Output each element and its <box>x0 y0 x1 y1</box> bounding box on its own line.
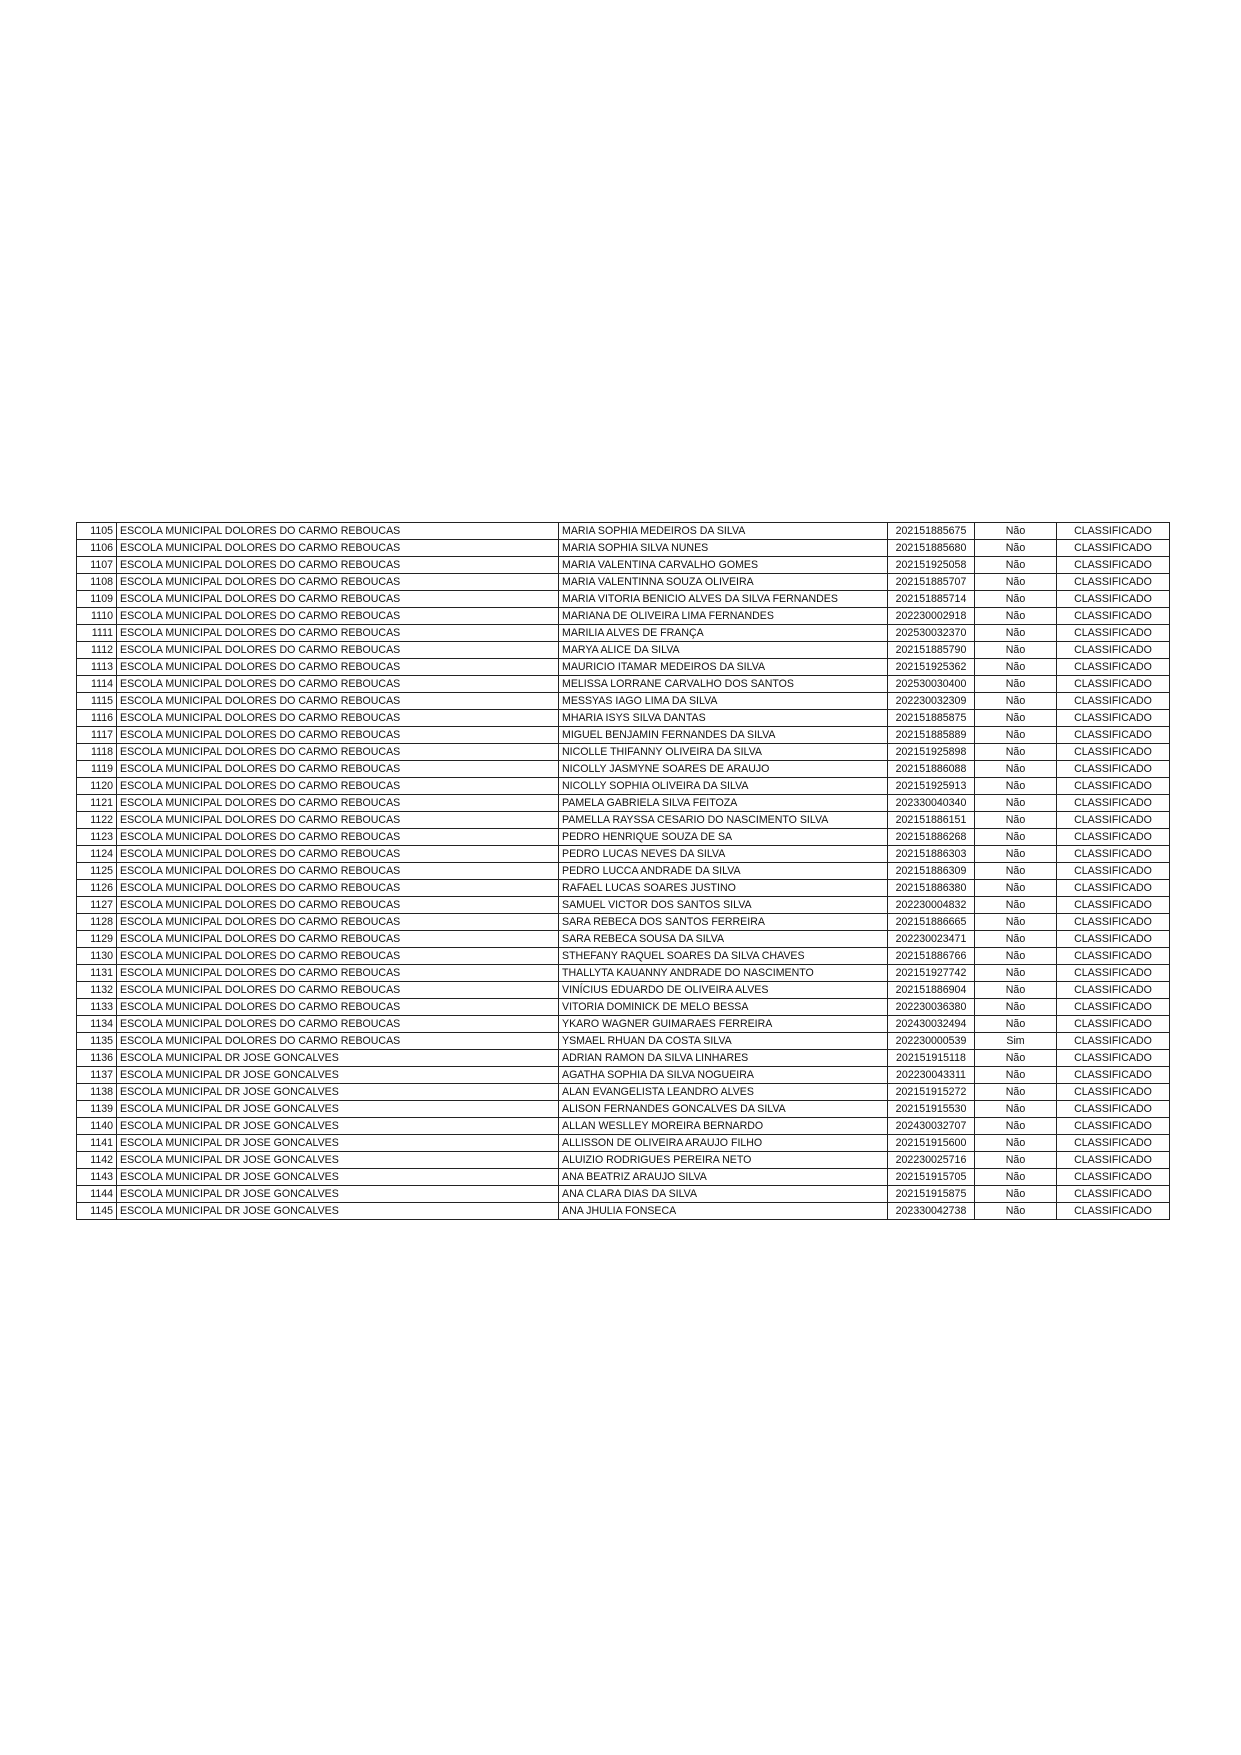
registration-number: 202430032494 <box>888 1016 975 1033</box>
status-value: CLASSIFICADO <box>1057 659 1170 676</box>
student-name: ALUIZIO RODRIGUES PEREIRA NETO <box>559 1152 888 1169</box>
flag-value: Não <box>975 863 1057 880</box>
status-value: CLASSIFICADO <box>1057 557 1170 574</box>
school-name: ESCOLA MUNICIPAL DOLORES DO CARMO REBOUCAS <box>117 812 559 829</box>
student-name: MARIA SOPHIA SILVA NUNES <box>559 540 888 557</box>
school-name: ESCOLA MUNICIPAL DOLORES DO CARMO REBOUCAS <box>117 727 559 744</box>
status-value: CLASSIFICADO <box>1057 1169 1170 1186</box>
school-name: ESCOLA MUNICIPAL DR JOSE GONCALVES <box>117 1169 559 1186</box>
status-value: CLASSIFICADO <box>1057 1067 1170 1084</box>
table-row <box>77 948 1170 965</box>
registration-number: 202151915530 <box>888 1101 975 1118</box>
school-name: ESCOLA MUNICIPAL DOLORES DO CARMO REBOUCAS <box>117 676 559 693</box>
status-value: CLASSIFICADO <box>1057 897 1170 914</box>
school-name: ESCOLA MUNICIPAL DOLORES DO CARMO REBOUCAS <box>117 1033 559 1050</box>
registration-number: 202151915118 <box>888 1050 975 1067</box>
row-number: 1117 <box>77 727 117 744</box>
table-row <box>77 914 1170 931</box>
table-row <box>77 693 1170 710</box>
registration-number: 202151885889 <box>888 727 975 744</box>
table-row <box>77 880 1170 897</box>
school-name: ESCOLA MUNICIPAL DOLORES DO CARMO REBOUCAS <box>117 761 559 778</box>
row-number: 1142 <box>77 1152 117 1169</box>
school-name: ESCOLA MUNICIPAL DOLORES DO CARMO REBOUCAS <box>117 965 559 982</box>
table-row <box>77 1169 1170 1186</box>
status-value: CLASSIFICADO <box>1057 999 1170 1016</box>
flag-value: Não <box>975 829 1057 846</box>
table-row <box>77 931 1170 948</box>
flag-value: Não <box>975 914 1057 931</box>
school-name: ESCOLA MUNICIPAL DR JOSE GONCALVES <box>117 1152 559 1169</box>
flag-value: Não <box>975 1016 1057 1033</box>
school-name: ESCOLA MUNICIPAL DOLORES DO CARMO REBOUCAS <box>117 574 559 591</box>
table-row <box>77 659 1170 676</box>
row-number: 1134 <box>77 1016 117 1033</box>
status-value: CLASSIFICADO <box>1057 778 1170 795</box>
student-name: MIGUEL BENJAMIN FERNANDES DA SILVA <box>559 727 888 744</box>
row-number: 1131 <box>77 965 117 982</box>
flag-value: Não <box>975 1067 1057 1084</box>
student-name: MARYA ALICE DA SILVA <box>559 642 888 659</box>
student-name: SAMUEL VICTOR DOS SANTOS SILVA <box>559 897 888 914</box>
table-row <box>77 1118 1170 1135</box>
flag-value: Sim <box>975 1033 1057 1050</box>
flag-value: Não <box>975 625 1057 642</box>
registration-number: 202230023471 <box>888 931 975 948</box>
school-name: ESCOLA MUNICIPAL DOLORES DO CARMO REBOUCAS <box>117 829 559 846</box>
school-name: ESCOLA MUNICIPAL DOLORES DO CARMO REBOUCAS <box>117 591 559 608</box>
flag-value: Não <box>975 710 1057 727</box>
student-name: MARIA VALENTINA CARVALHO GOMES <box>559 557 888 574</box>
registration-number: 202151886151 <box>888 812 975 829</box>
row-number: 1144 <box>77 1186 117 1203</box>
registration-number: 202151886088 <box>888 761 975 778</box>
row-number: 1124 <box>77 846 117 863</box>
flag-value: Não <box>975 1135 1057 1152</box>
student-name: MARIA VITORIA BENICIO ALVES DA SILVA FERNANDES <box>559 591 888 608</box>
student-name: ALLAN WESLLEY MOREIRA BERNARDO <box>559 1118 888 1135</box>
row-number: 1127 <box>77 897 117 914</box>
registration-number: 202230002918 <box>888 608 975 625</box>
row-number: 1115 <box>77 693 117 710</box>
student-name: PAMELLA RAYSSA CESARIO DO NASCIMENTO SILVA <box>559 812 888 829</box>
school-name: ESCOLA MUNICIPAL DOLORES DO CARMO REBOUCAS <box>117 999 559 1016</box>
table-row <box>77 523 1170 540</box>
school-name: ESCOLA MUNICIPAL DOLORES DO CARMO REBOUCAS <box>117 744 559 761</box>
school-name: ESCOLA MUNICIPAL DOLORES DO CARMO REBOUCAS <box>117 608 559 625</box>
registration-number: 202151915600 <box>888 1135 975 1152</box>
school-name: ESCOLA MUNICIPAL DOLORES DO CARMO REBOUCAS <box>117 710 559 727</box>
flag-value: Não <box>975 1101 1057 1118</box>
table-row <box>77 710 1170 727</box>
table-row <box>77 1135 1170 1152</box>
registration-number: 202151886766 <box>888 948 975 965</box>
row-number: 1108 <box>77 574 117 591</box>
status-value: CLASSIFICADO <box>1057 1186 1170 1203</box>
row-number: 1138 <box>77 1084 117 1101</box>
registration-number: 202151925058 <box>888 557 975 574</box>
table-row <box>77 744 1170 761</box>
school-name: ESCOLA MUNICIPAL DOLORES DO CARMO REBOUCAS <box>117 897 559 914</box>
table-row <box>77 1067 1170 1084</box>
school-name: ESCOLA MUNICIPAL DR JOSE GONCALVES <box>117 1186 559 1203</box>
flag-value: Não <box>975 1203 1057 1220</box>
row-number: 1121 <box>77 795 117 812</box>
table-row <box>77 591 1170 608</box>
row-number: 1119 <box>77 761 117 778</box>
flag-value: Não <box>975 931 1057 948</box>
student-name: YKARO WAGNER GUIMARAES FERREIRA <box>559 1016 888 1033</box>
flag-value: Não <box>975 1050 1057 1067</box>
status-value: CLASSIFICADO <box>1057 642 1170 659</box>
flag-value: Não <box>975 1118 1057 1135</box>
table-row <box>77 999 1170 1016</box>
table-row <box>77 642 1170 659</box>
student-name: RAFAEL LUCAS SOARES JUSTINO <box>559 880 888 897</box>
status-value: CLASSIFICADO <box>1057 880 1170 897</box>
flag-value: Não <box>975 948 1057 965</box>
status-value: CLASSIFICADO <box>1057 948 1170 965</box>
registration-number: 202151886309 <box>888 863 975 880</box>
registration-number: 202530030400 <box>888 676 975 693</box>
table-row <box>77 1203 1170 1220</box>
table-row <box>77 1050 1170 1067</box>
student-name: SARA REBECA SOUSA DA SILVA <box>559 931 888 948</box>
table-row <box>77 1084 1170 1101</box>
status-value: CLASSIFICADO <box>1057 1152 1170 1169</box>
status-value: CLASSIFICADO <box>1057 676 1170 693</box>
student-name: AGATHA SOPHIA DA SILVA NOGUEIRA <box>559 1067 888 1084</box>
results-table-body <box>77 523 1170 1220</box>
student-name: MARIA SOPHIA MEDEIROS DA SILVA <box>559 523 888 540</box>
table-row <box>77 1152 1170 1169</box>
student-name: VITORIA DOMINICK DE MELO BESSA <box>559 999 888 1016</box>
flag-value: Não <box>975 1169 1057 1186</box>
status-value: CLASSIFICADO <box>1057 727 1170 744</box>
status-value: CLASSIFICADO <box>1057 523 1170 540</box>
flag-value: Não <box>975 778 1057 795</box>
row-number: 1129 <box>77 931 117 948</box>
school-name: ESCOLA MUNICIPAL DOLORES DO CARMO REBOUCAS <box>117 846 559 863</box>
status-value: CLASSIFICADO <box>1057 965 1170 982</box>
row-number: 1141 <box>77 1135 117 1152</box>
student-name: PAMELA GABRIELA SILVA FEITOZA <box>559 795 888 812</box>
school-name: ESCOLA MUNICIPAL DR JOSE GONCALVES <box>117 1203 559 1220</box>
results-table <box>76 522 1170 1220</box>
school-name: ESCOLA MUNICIPAL DOLORES DO CARMO REBOUCAS <box>117 1016 559 1033</box>
student-name: MARIA VALENTINNA SOUZA OLIVEIRA <box>559 574 888 591</box>
row-number: 1105 <box>77 523 117 540</box>
registration-number: 202230036380 <box>888 999 975 1016</box>
flag-value: Não <box>975 591 1057 608</box>
table-row <box>77 574 1170 591</box>
student-name: YSMAEL RHUAN DA COSTA SILVA <box>559 1033 888 1050</box>
registration-number: 202330040340 <box>888 795 975 812</box>
table-row <box>77 965 1170 982</box>
student-name: ANA BEATRIZ ARAUJO SILVA <box>559 1169 888 1186</box>
row-number: 1120 <box>77 778 117 795</box>
table-row <box>77 846 1170 863</box>
registration-number: 202230025716 <box>888 1152 975 1169</box>
status-value: CLASSIFICADO <box>1057 812 1170 829</box>
row-number: 1140 <box>77 1118 117 1135</box>
row-number: 1135 <box>77 1033 117 1050</box>
table-row <box>77 1016 1170 1033</box>
table-row <box>77 829 1170 846</box>
flag-value: Não <box>975 642 1057 659</box>
row-number: 1116 <box>77 710 117 727</box>
registration-number: 202151925362 <box>888 659 975 676</box>
school-name: ESCOLA MUNICIPAL DOLORES DO CARMO REBOUCAS <box>117 931 559 948</box>
school-name: ESCOLA MUNICIPAL DOLORES DO CARMO REBOUCAS <box>117 642 559 659</box>
table-row <box>77 897 1170 914</box>
registration-number: 202151886665 <box>888 914 975 931</box>
table-row <box>77 795 1170 812</box>
flag-value: Não <box>975 659 1057 676</box>
status-value: CLASSIFICADO <box>1057 1016 1170 1033</box>
table-row <box>77 540 1170 557</box>
school-name: ESCOLA MUNICIPAL DOLORES DO CARMO REBOUCAS <box>117 659 559 676</box>
student-name: MELISSA LORRANE CARVALHO DOS SANTOS <box>559 676 888 693</box>
row-number: 1130 <box>77 948 117 965</box>
row-number: 1107 <box>77 557 117 574</box>
school-name: ESCOLA MUNICIPAL DOLORES DO CARMO REBOUCAS <box>117 557 559 574</box>
school-name: ESCOLA MUNICIPAL DOLORES DO CARMO REBOUCAS <box>117 523 559 540</box>
school-name: ESCOLA MUNICIPAL DOLORES DO CARMO REBOUCAS <box>117 540 559 557</box>
registration-number: 202151885790 <box>888 642 975 659</box>
registration-number: 202151885707 <box>888 574 975 591</box>
school-name: ESCOLA MUNICIPAL DR JOSE GONCALVES <box>117 1135 559 1152</box>
row-number: 1122 <box>77 812 117 829</box>
flag-value: Não <box>975 846 1057 863</box>
student-name: PEDRO LUCAS NEVES DA SILVA <box>559 846 888 863</box>
flag-value: Não <box>975 693 1057 710</box>
flag-value: Não <box>975 523 1057 540</box>
student-name: ANA CLARA DIAS DA SILVA <box>559 1186 888 1203</box>
student-name: MARILIA ALVES DE FRANÇA <box>559 625 888 642</box>
status-value: CLASSIFICADO <box>1057 761 1170 778</box>
row-number: 1113 <box>77 659 117 676</box>
school-name: ESCOLA MUNICIPAL DOLORES DO CARMO REBOUCAS <box>117 948 559 965</box>
student-name: THALLYTA KAUANNY ANDRADE DO NASCIMENTO <box>559 965 888 982</box>
registration-number: 202330042738 <box>888 1203 975 1220</box>
flag-value: Não <box>975 727 1057 744</box>
registration-number: 202151885875 <box>888 710 975 727</box>
student-name: NICOLLY SOPHIA OLIVEIRA DA SILVA <box>559 778 888 795</box>
status-value: CLASSIFICADO <box>1057 574 1170 591</box>
registration-number: 202151885680 <box>888 540 975 557</box>
row-number: 1109 <box>77 591 117 608</box>
student-name: MAURICIO ITAMAR MEDEIROS DA SILVA <box>559 659 888 676</box>
registration-number: 202430032707 <box>888 1118 975 1135</box>
student-name: ALAN EVANGELISTA LEANDRO ALVES <box>559 1084 888 1101</box>
row-number: 1111 <box>77 625 117 642</box>
table-row <box>77 761 1170 778</box>
status-value: CLASSIFICADO <box>1057 1135 1170 1152</box>
table-row <box>77 1101 1170 1118</box>
row-number: 1133 <box>77 999 117 1016</box>
flag-value: Não <box>975 795 1057 812</box>
school-name: ESCOLA MUNICIPAL DR JOSE GONCALVES <box>117 1101 559 1118</box>
row-number: 1106 <box>77 540 117 557</box>
school-name: ESCOLA MUNICIPAL DOLORES DO CARMO REBOUCAS <box>117 795 559 812</box>
status-value: CLASSIFICADO <box>1057 1101 1170 1118</box>
status-value: CLASSIFICADO <box>1057 1050 1170 1067</box>
status-value: CLASSIFICADO <box>1057 829 1170 846</box>
row-number: 1112 <box>77 642 117 659</box>
registration-number: 202230000539 <box>888 1033 975 1050</box>
school-name: ESCOLA MUNICIPAL DOLORES DO CARMO REBOUCAS <box>117 982 559 999</box>
row-number: 1128 <box>77 914 117 931</box>
flag-value: Não <box>975 965 1057 982</box>
status-value: CLASSIFICADO <box>1057 608 1170 625</box>
flag-value: Não <box>975 557 1057 574</box>
registration-number: 202151925898 <box>888 744 975 761</box>
student-name: VINÍCIUS EDUARDO DE OLIVEIRA ALVES <box>559 982 888 999</box>
table-row <box>77 676 1170 693</box>
flag-value: Não <box>975 744 1057 761</box>
student-name: MARIANA DE OLIVEIRA LIMA FERNANDES <box>559 608 888 625</box>
student-name: NICOLLE THIFANNY OLIVEIRA DA SILVA <box>559 744 888 761</box>
table-row <box>77 727 1170 744</box>
row-number: 1126 <box>77 880 117 897</box>
table-row <box>77 1033 1170 1050</box>
row-number: 1137 <box>77 1067 117 1084</box>
flag-value: Não <box>975 574 1057 591</box>
table-row <box>77 625 1170 642</box>
student-name: ALISON FERNANDES GONCALVES DA SILVA <box>559 1101 888 1118</box>
student-name: PEDRO HENRIQUE SOUZA DE SA <box>559 829 888 846</box>
school-name: ESCOLA MUNICIPAL DOLORES DO CARMO REBOUCAS <box>117 625 559 642</box>
registration-number: 202151925913 <box>888 778 975 795</box>
status-value: CLASSIFICADO <box>1057 846 1170 863</box>
student-name: PEDRO LUCCA ANDRADE DA SILVA <box>559 863 888 880</box>
status-value: CLASSIFICADO <box>1057 931 1170 948</box>
row-number: 1123 <box>77 829 117 846</box>
student-name: ADRIAN RAMON DA SILVA LINHARES <box>559 1050 888 1067</box>
flag-value: Não <box>975 608 1057 625</box>
status-value: CLASSIFICADO <box>1057 1033 1170 1050</box>
student-name: ANA JHULIA FONSECA <box>559 1203 888 1220</box>
row-number: 1118 <box>77 744 117 761</box>
student-name: ALLISSON DE OLIVEIRA ARAUJO FILHO <box>559 1135 888 1152</box>
flag-value: Não <box>975 1152 1057 1169</box>
registration-number: 202530032370 <box>888 625 975 642</box>
school-name: ESCOLA MUNICIPAL DOLORES DO CARMO REBOUCAS <box>117 914 559 931</box>
flag-value: Não <box>975 897 1057 914</box>
student-name: SARA REBECA DOS SANTOS FERREIRA <box>559 914 888 931</box>
row-number: 1132 <box>77 982 117 999</box>
status-value: CLASSIFICADO <box>1057 540 1170 557</box>
school-name: ESCOLA MUNICIPAL DR JOSE GONCALVES <box>117 1050 559 1067</box>
table-row <box>77 557 1170 574</box>
student-name: STHEFANY RAQUEL SOARES DA SILVA CHAVES <box>559 948 888 965</box>
school-name: ESCOLA MUNICIPAL DOLORES DO CARMO REBOUCAS <box>117 863 559 880</box>
flag-value: Não <box>975 880 1057 897</box>
row-number: 1145 <box>77 1203 117 1220</box>
school-name: ESCOLA MUNICIPAL DR JOSE GONCALVES <box>117 1118 559 1135</box>
registration-number: 202151886380 <box>888 880 975 897</box>
flag-value: Não <box>975 812 1057 829</box>
student-name: MHARIA ISYS SILVA DANTAS <box>559 710 888 727</box>
table-row <box>77 778 1170 795</box>
registration-number: 202151915272 <box>888 1084 975 1101</box>
registration-number: 202151886303 <box>888 846 975 863</box>
registration-number: 202151886904 <box>888 982 975 999</box>
registration-number: 202151915875 <box>888 1186 975 1203</box>
row-number: 1143 <box>77 1169 117 1186</box>
flag-value: Não <box>975 676 1057 693</box>
table-row <box>77 1186 1170 1203</box>
status-value: CLASSIFICADO <box>1057 625 1170 642</box>
flag-value: Não <box>975 761 1057 778</box>
row-number: 1110 <box>77 608 117 625</box>
status-value: CLASSIFICADO <box>1057 591 1170 608</box>
status-value: CLASSIFICADO <box>1057 744 1170 761</box>
table-row <box>77 608 1170 625</box>
registration-number: 202151915705 <box>888 1169 975 1186</box>
registration-number: 202151885714 <box>888 591 975 608</box>
school-name: ESCOLA MUNICIPAL DR JOSE GONCALVES <box>117 1084 559 1101</box>
registration-number: 202151927742 <box>888 965 975 982</box>
table-row <box>77 863 1170 880</box>
registration-number: 202151885675 <box>888 523 975 540</box>
table-row <box>77 982 1170 999</box>
student-name: NICOLLY JASMYNE SOARES DE ARAUJO <box>559 761 888 778</box>
status-value: CLASSIFICADO <box>1057 710 1170 727</box>
row-number: 1125 <box>77 863 117 880</box>
status-value: CLASSIFICADO <box>1057 863 1170 880</box>
status-value: CLASSIFICADO <box>1057 795 1170 812</box>
registration-number: 202230032309 <box>888 693 975 710</box>
registration-number: 202230004832 <box>888 897 975 914</box>
registration-number: 202151886268 <box>888 829 975 846</box>
school-name: ESCOLA MUNICIPAL DOLORES DO CARMO REBOUCAS <box>117 693 559 710</box>
student-name: MESSYAS IAGO LIMA DA SILVA <box>559 693 888 710</box>
flag-value: Não <box>975 1084 1057 1101</box>
flag-value: Não <box>975 982 1057 999</box>
row-number: 1139 <box>77 1101 117 1118</box>
table-row <box>77 812 1170 829</box>
registration-number: 202230043311 <box>888 1067 975 1084</box>
flag-value: Não <box>975 999 1057 1016</box>
school-name: ESCOLA MUNICIPAL DOLORES DO CARMO REBOUCAS <box>117 880 559 897</box>
row-number: 1114 <box>77 676 117 693</box>
status-value: CLASSIFICADO <box>1057 982 1170 999</box>
row-number: 1136 <box>77 1050 117 1067</box>
status-value: CLASSIFICADO <box>1057 1118 1170 1135</box>
flag-value: Não <box>975 1186 1057 1203</box>
school-name: ESCOLA MUNICIPAL DOLORES DO CARMO REBOUCAS <box>117 778 559 795</box>
school-name: ESCOLA MUNICIPAL DR JOSE GONCALVES <box>117 1067 559 1084</box>
status-value: CLASSIFICADO <box>1057 914 1170 931</box>
status-value: CLASSIFICADO <box>1057 1203 1170 1220</box>
status-value: CLASSIFICADO <box>1057 693 1170 710</box>
status-value: CLASSIFICADO <box>1057 1084 1170 1101</box>
flag-value: Não <box>975 540 1057 557</box>
